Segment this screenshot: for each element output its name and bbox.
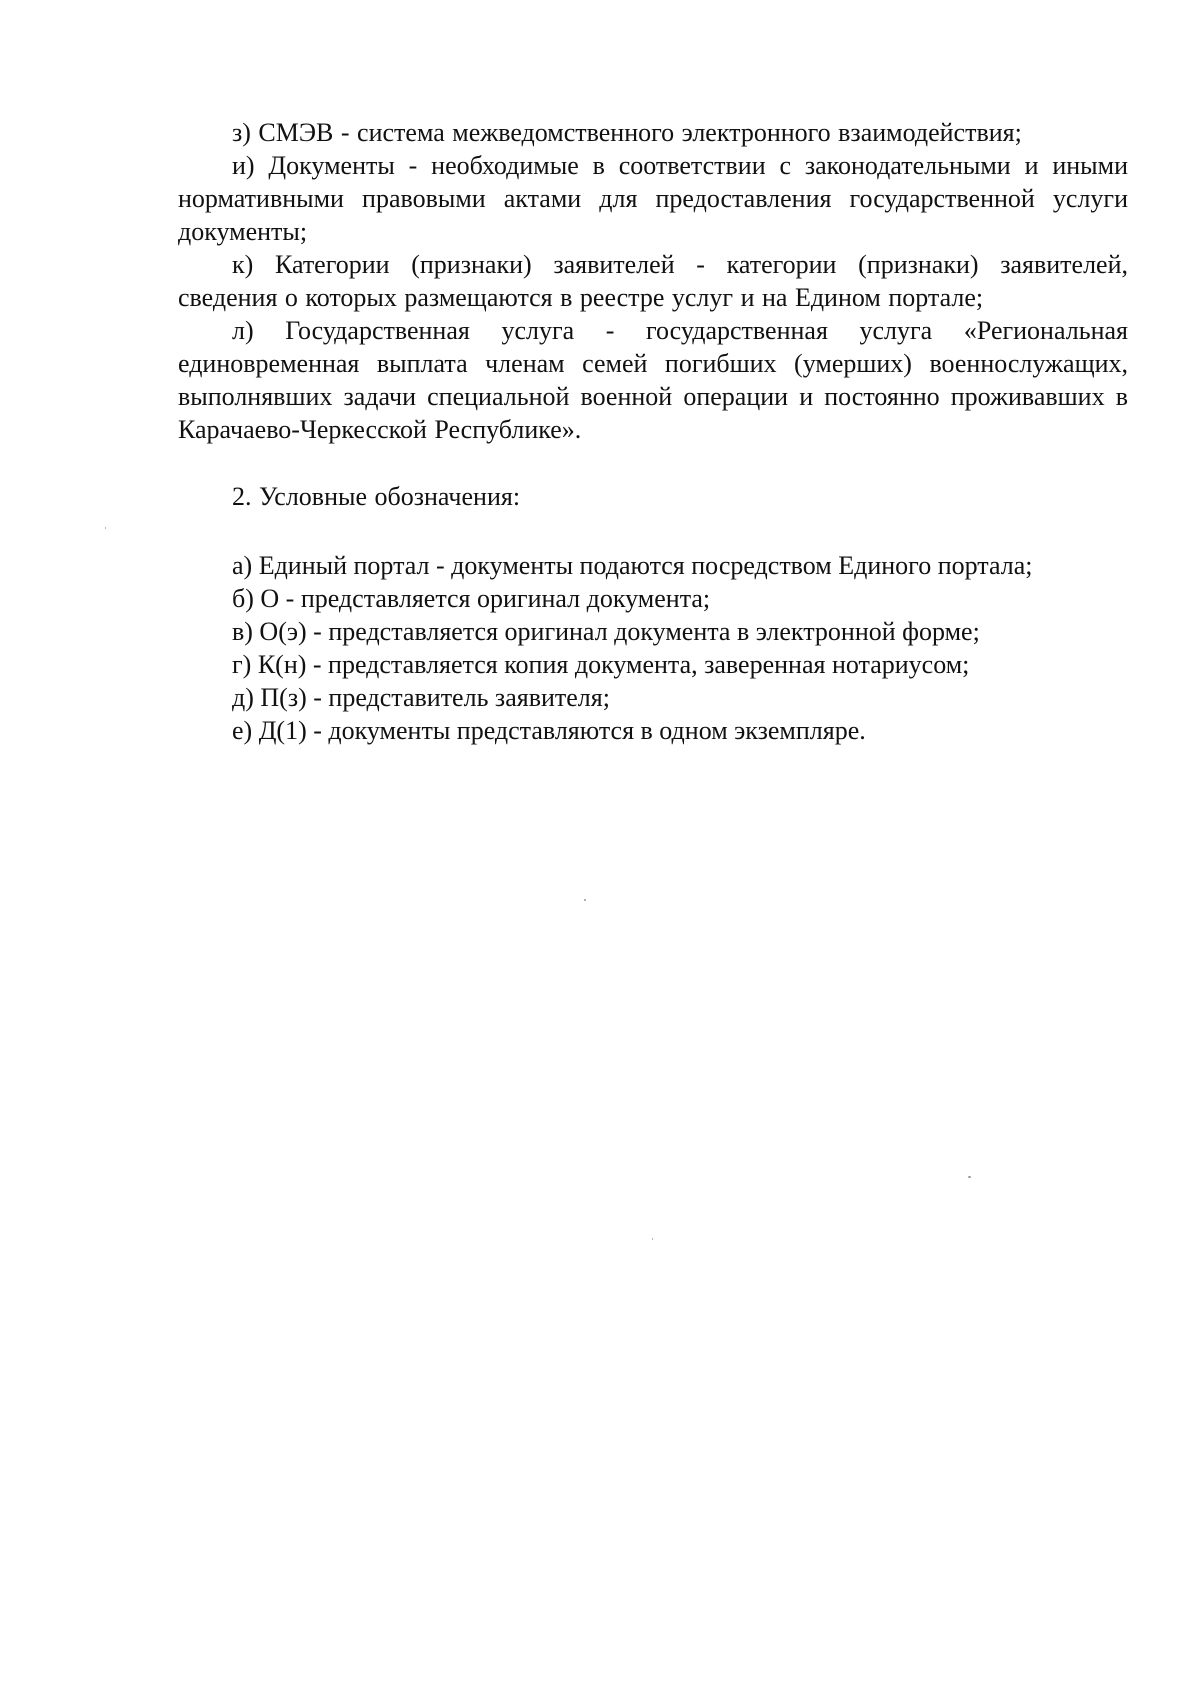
definition-l: л) Государственная услуга - государственная услуга «Региональная единовременная выплата членам семей погибших (умерших) военнослужащих, выполнявших задачи специальной военной операции и постоянно проживавших в Карачаево-Черкесской Республике». <box>178 316 1128 444</box>
legend-item-v: в) О(э) - представляется оригинал документа в электронной форме; <box>232 617 980 646</box>
definition-z: з) СМЭВ - система межведомственного электронного взаимодействия; <box>232 118 1022 147</box>
scan-speck <box>105 527 106 529</box>
legend-list <box>178 549 1128 747</box>
definition-i: и) Документы - необходимые в соответствии с законодательными и иными нормативными правовыми актами для предоставления государственной услуги документы; <box>178 151 1128 246</box>
legend-item-a: а) Единый портал - документы подаются посредством Единого портала; <box>232 551 1033 580</box>
document-body <box>178 116 1128 747</box>
definition-k: к) Категории (признаки) заявителей - категории (признаки) заявителей, сведения о которых размещаются в реестре услуг и на Едином портале; <box>178 250 1128 312</box>
legend-item-b: б) О - представляется оригинал документа; <box>232 584 711 613</box>
scan-speck <box>968 1176 971 1178</box>
scan-speck <box>584 899 586 901</box>
scan-speck <box>652 1238 653 1240</box>
legend-item-g: г) К(н) - представляется копия документа, заверенная нотариусом; <box>232 650 970 679</box>
legend-item-d: д) П(з) - представитель заявителя; <box>232 683 610 712</box>
section-heading: 2. Условные обозначения: <box>232 482 521 511</box>
legend-item-e: е) Д(1) - документы представляются в одном экземпляре. <box>232 716 866 745</box>
